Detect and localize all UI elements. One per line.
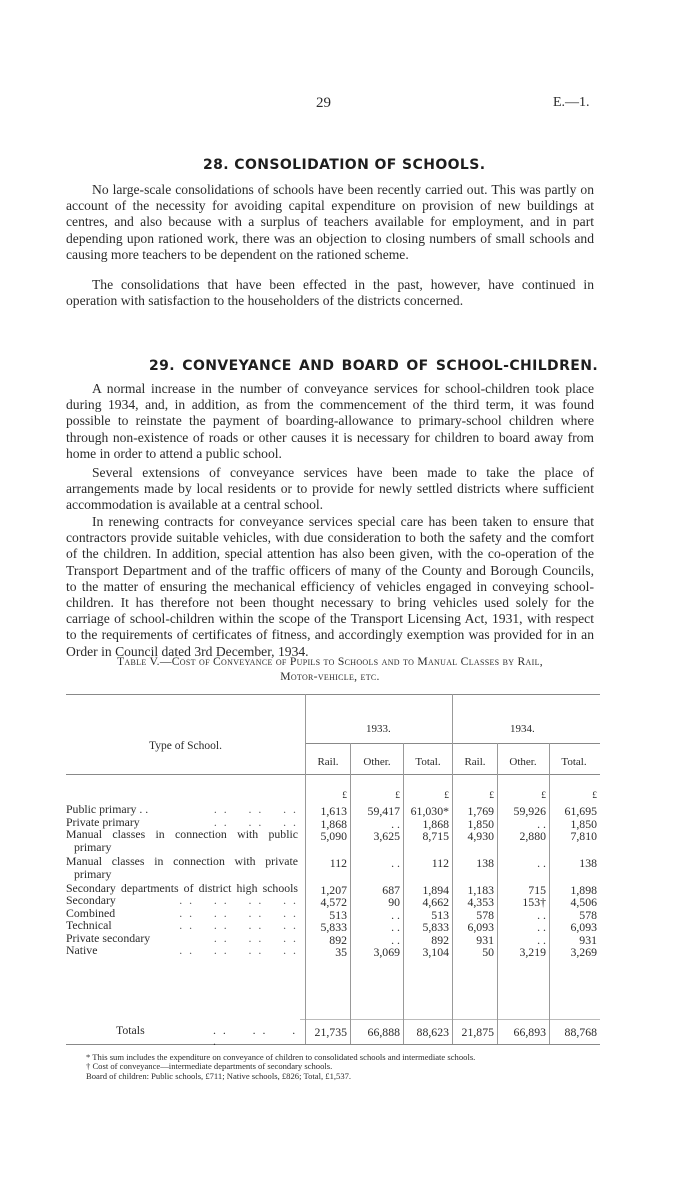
table-cell: 153†	[522, 895, 546, 909]
year-header-1934: 1934.	[510, 723, 535, 735]
section-heading-28: 28. CONSOLIDATION OF SCHOOLS.	[203, 157, 486, 173]
column-header: Rail.	[464, 756, 486, 768]
table-cell: 4,506	[570, 895, 597, 909]
series-code: E.—1.	[553, 95, 590, 110]
column-header: Total.	[561, 756, 587, 768]
table-cell: . .	[391, 933, 400, 947]
row-label-text: Private secondary	[66, 931, 151, 945]
table-cell: 1,183	[467, 883, 494, 897]
table-caption	[60, 654, 600, 684]
paragraph: The consolidations that have been effected in the past, however, have continued in operation with satisfaction to the householders of the districts concerned.	[66, 277, 594, 309]
paragraph: A normal increase in the number of conveyance services for school-children took place during 1934, and, in addition, as from the commencement of the third term, it was found possible to reinstate the payment of boarding-allowance to primary-school children where through non-existence of roads or other causes it is necessary for children to board away from home in order to attend a public school.	[66, 381, 594, 461]
leader-dots: . . . . . . . .	[179, 918, 298, 932]
leader-dots: . . . . . . . .	[179, 943, 298, 957]
table-cell: 6,093	[467, 920, 494, 934]
type-header: Type of School.	[149, 740, 222, 752]
table-cell: . .	[537, 933, 546, 947]
table-cell: 1,894	[422, 883, 449, 897]
table-cell: 61,695	[564, 804, 597, 818]
table-cell: . .	[391, 908, 400, 922]
row-label-continuation: primary	[74, 840, 112, 855]
page-number: 29	[316, 95, 331, 111]
table-cell: 3,219	[519, 945, 546, 959]
row-label-text: Manual classes in connection with public	[66, 827, 298, 841]
currency-symbol: £	[489, 791, 494, 801]
paragraph: In renewing contracts for conveyance services special care has been taken to ensure that contractors provide suitable vehicles, with due consideration to both the safety and the comfort of the children. In addition, special attention has also been given, with the co-operation of the Transport Department and of the traffic officers of many of the County and Borough Councils, to the matter of ensuring the mechanical efficiency of vehicles engaged in conveying school-children. It has therefore not been thought necessary to bring vehicles used solely for the carriage of school-children within the scope of the Transport Licensing Act, 1931, with respect to the requirements of certificates of fitness, and accordingly exemption was provided for in an Order in Council dated 3rd December, 1934.	[66, 514, 594, 659]
column-header: Rail.	[317, 756, 339, 768]
currency-symbol: £	[342, 791, 347, 801]
table-cell: 1,850	[570, 817, 597, 831]
table-cell: 1,898	[570, 883, 597, 897]
row-label-text: Technical	[66, 918, 112, 932]
row-label	[66, 945, 298, 956]
table-cell: . .	[537, 908, 546, 922]
table-header-rule	[66, 774, 600, 775]
table-cell: 1,868	[422, 817, 449, 831]
table-cell: 138	[476, 856, 494, 870]
table-cell: 1,868	[320, 817, 347, 831]
column-header: Other.	[363, 756, 391, 768]
table-cell: 8,715	[422, 829, 449, 843]
table-cell: 5,090	[320, 829, 347, 843]
table-cell: 931	[579, 933, 597, 947]
row-label-text: Private primary	[66, 815, 140, 829]
table-cell: 3,069	[373, 945, 400, 959]
column-header: Other.	[509, 756, 537, 768]
totals-cell: 88,768	[564, 1025, 597, 1039]
table-cell: 1,207	[320, 883, 347, 897]
table-cell: 3,269	[570, 945, 597, 959]
table-caption-line: Motor-vehicle, etc.	[280, 670, 380, 683]
totals-text: Totals	[116, 1023, 145, 1037]
leader-dots: . . . . . . . .	[179, 906, 298, 920]
currency-symbol: £	[541, 791, 546, 801]
totals-cell: 88,623	[416, 1025, 449, 1039]
table-cell: 513	[431, 908, 449, 922]
leader-dots: . . . . . . . .	[179, 893, 298, 907]
currency-symbol: £	[395, 791, 400, 801]
table-cell: 4,353	[467, 895, 494, 909]
table-cell: 112	[431, 856, 449, 870]
footnote: † Cost of conveyance—intermediate departments of secondary schools.	[86, 1061, 333, 1072]
table-cell: . .	[537, 920, 546, 934]
row-label	[66, 895, 298, 906]
table-cell: 715	[528, 883, 546, 897]
table-cell: 59,926	[513, 804, 546, 818]
column-rule	[497, 743, 498, 1044]
currency-symbol: £	[444, 791, 449, 801]
totals-cell: 66,893	[513, 1025, 546, 1039]
table-cell: . .	[391, 920, 400, 934]
table-cell: 138	[579, 856, 597, 870]
footnote: Board of children: Public schools, £711; Native schools, £826; Total, £1,537.	[86, 1070, 352, 1081]
totals-cell: 21,875	[461, 1025, 494, 1039]
row-label	[66, 829, 298, 853]
footnote: * This sum includes the expenditure on conveyance of children to consolidated schools and intermediate schools.	[86, 1052, 476, 1062]
table-top-rule	[66, 694, 600, 695]
totals-label	[116, 1023, 298, 1049]
table-cell: 892	[329, 933, 347, 947]
totals-cell: 66,888	[367, 1025, 400, 1039]
table-cell: 1,850	[467, 817, 494, 831]
table-cell: 687	[382, 883, 400, 897]
table-cell: 4,930	[467, 829, 494, 843]
table-cell: 578	[579, 908, 597, 922]
row-label	[66, 856, 298, 880]
table-cell: 4,572	[320, 895, 347, 909]
section-heading-29: 29. CONVEYANCE AND BOARD OF SCHOOL-CHILDREN.	[149, 358, 599, 374]
table-caption-line: Table V.—Cost of Conveyance of Pupils to Schools and to Manual Classes by Rail,	[117, 655, 543, 668]
leader-dots: . . . . . .	[213, 802, 298, 816]
table-cell: 50	[482, 945, 494, 959]
table-cell: 5,833	[320, 920, 347, 934]
table-cell: 59,417	[367, 804, 400, 818]
table-cell: 1,613	[320, 804, 347, 818]
row-label	[66, 804, 298, 815]
table-cell: 7,810	[570, 829, 597, 843]
row-label-text: Manual classes in connection with private	[66, 854, 298, 868]
table-cell: 892	[431, 933, 449, 947]
table-cell: 931	[476, 933, 494, 947]
table-cell: 2,880	[519, 829, 546, 843]
row-label-text: Combined	[66, 906, 116, 920]
table-cell: 6,093	[570, 920, 597, 934]
column-rule	[549, 743, 550, 1044]
row-label-text: Secondary	[66, 893, 116, 907]
table-cell: . .	[391, 856, 400, 870]
paragraph: No large-scale consolidations of schools have been recently carried out. This was partly on account of the necessity for avoiding capital expenditure on provision of new buildings at centres, and also because with a surplus of teachers available for employment, and in part depending upon rationed work, there was an objection to closing numbers of small schools and causing more teachers to be dependent on the rationed scheme.	[66, 182, 594, 262]
table-cell: 1,769	[467, 804, 494, 818]
column-header: Total.	[415, 756, 441, 768]
leader-dots: . . . . . .	[213, 1023, 298, 1049]
leader-dots: . . . . . .	[213, 931, 298, 945]
table-cell: . .	[391, 817, 400, 831]
table-cell: . .	[537, 817, 546, 831]
leader-dots: . . . . . .	[213, 815, 298, 829]
table-cell: 5,833	[422, 920, 449, 934]
row-label	[66, 920, 298, 931]
column-rule	[350, 743, 351, 1044]
table-cell: 61,030*	[410, 804, 449, 818]
paragraph: Several extensions of conveyance services have been made to take the place of arrangements made by local residents or to provide for newly settled districts where sufficient accommodation is available at a central school.	[66, 465, 594, 513]
row-label-continuation: primary	[74, 867, 112, 882]
table-cell: 513	[329, 908, 347, 922]
table-cell: 578	[476, 908, 494, 922]
table-cell: 3,625	[373, 829, 400, 843]
footnotes	[86, 1053, 475, 1081]
totals-rule	[300, 1019, 600, 1020]
table-cell: 3,104	[422, 945, 449, 959]
row-label-text: Native	[66, 943, 98, 957]
totals-cell: 21,735	[314, 1025, 347, 1039]
currency-symbol: £	[592, 791, 597, 801]
table-cell: 90	[388, 895, 400, 909]
table-bottom-rule	[66, 1044, 600, 1045]
table-cell: 112	[329, 856, 347, 870]
table-cell: . .	[537, 856, 546, 870]
year-header-1933: 1933.	[366, 723, 391, 735]
table-cell: 35	[335, 945, 347, 959]
row-label-text: Secondary departments of district high schools	[66, 881, 298, 895]
row-label-text: Public primary . .	[66, 802, 149, 816]
table-cell: 4,662	[422, 895, 449, 909]
